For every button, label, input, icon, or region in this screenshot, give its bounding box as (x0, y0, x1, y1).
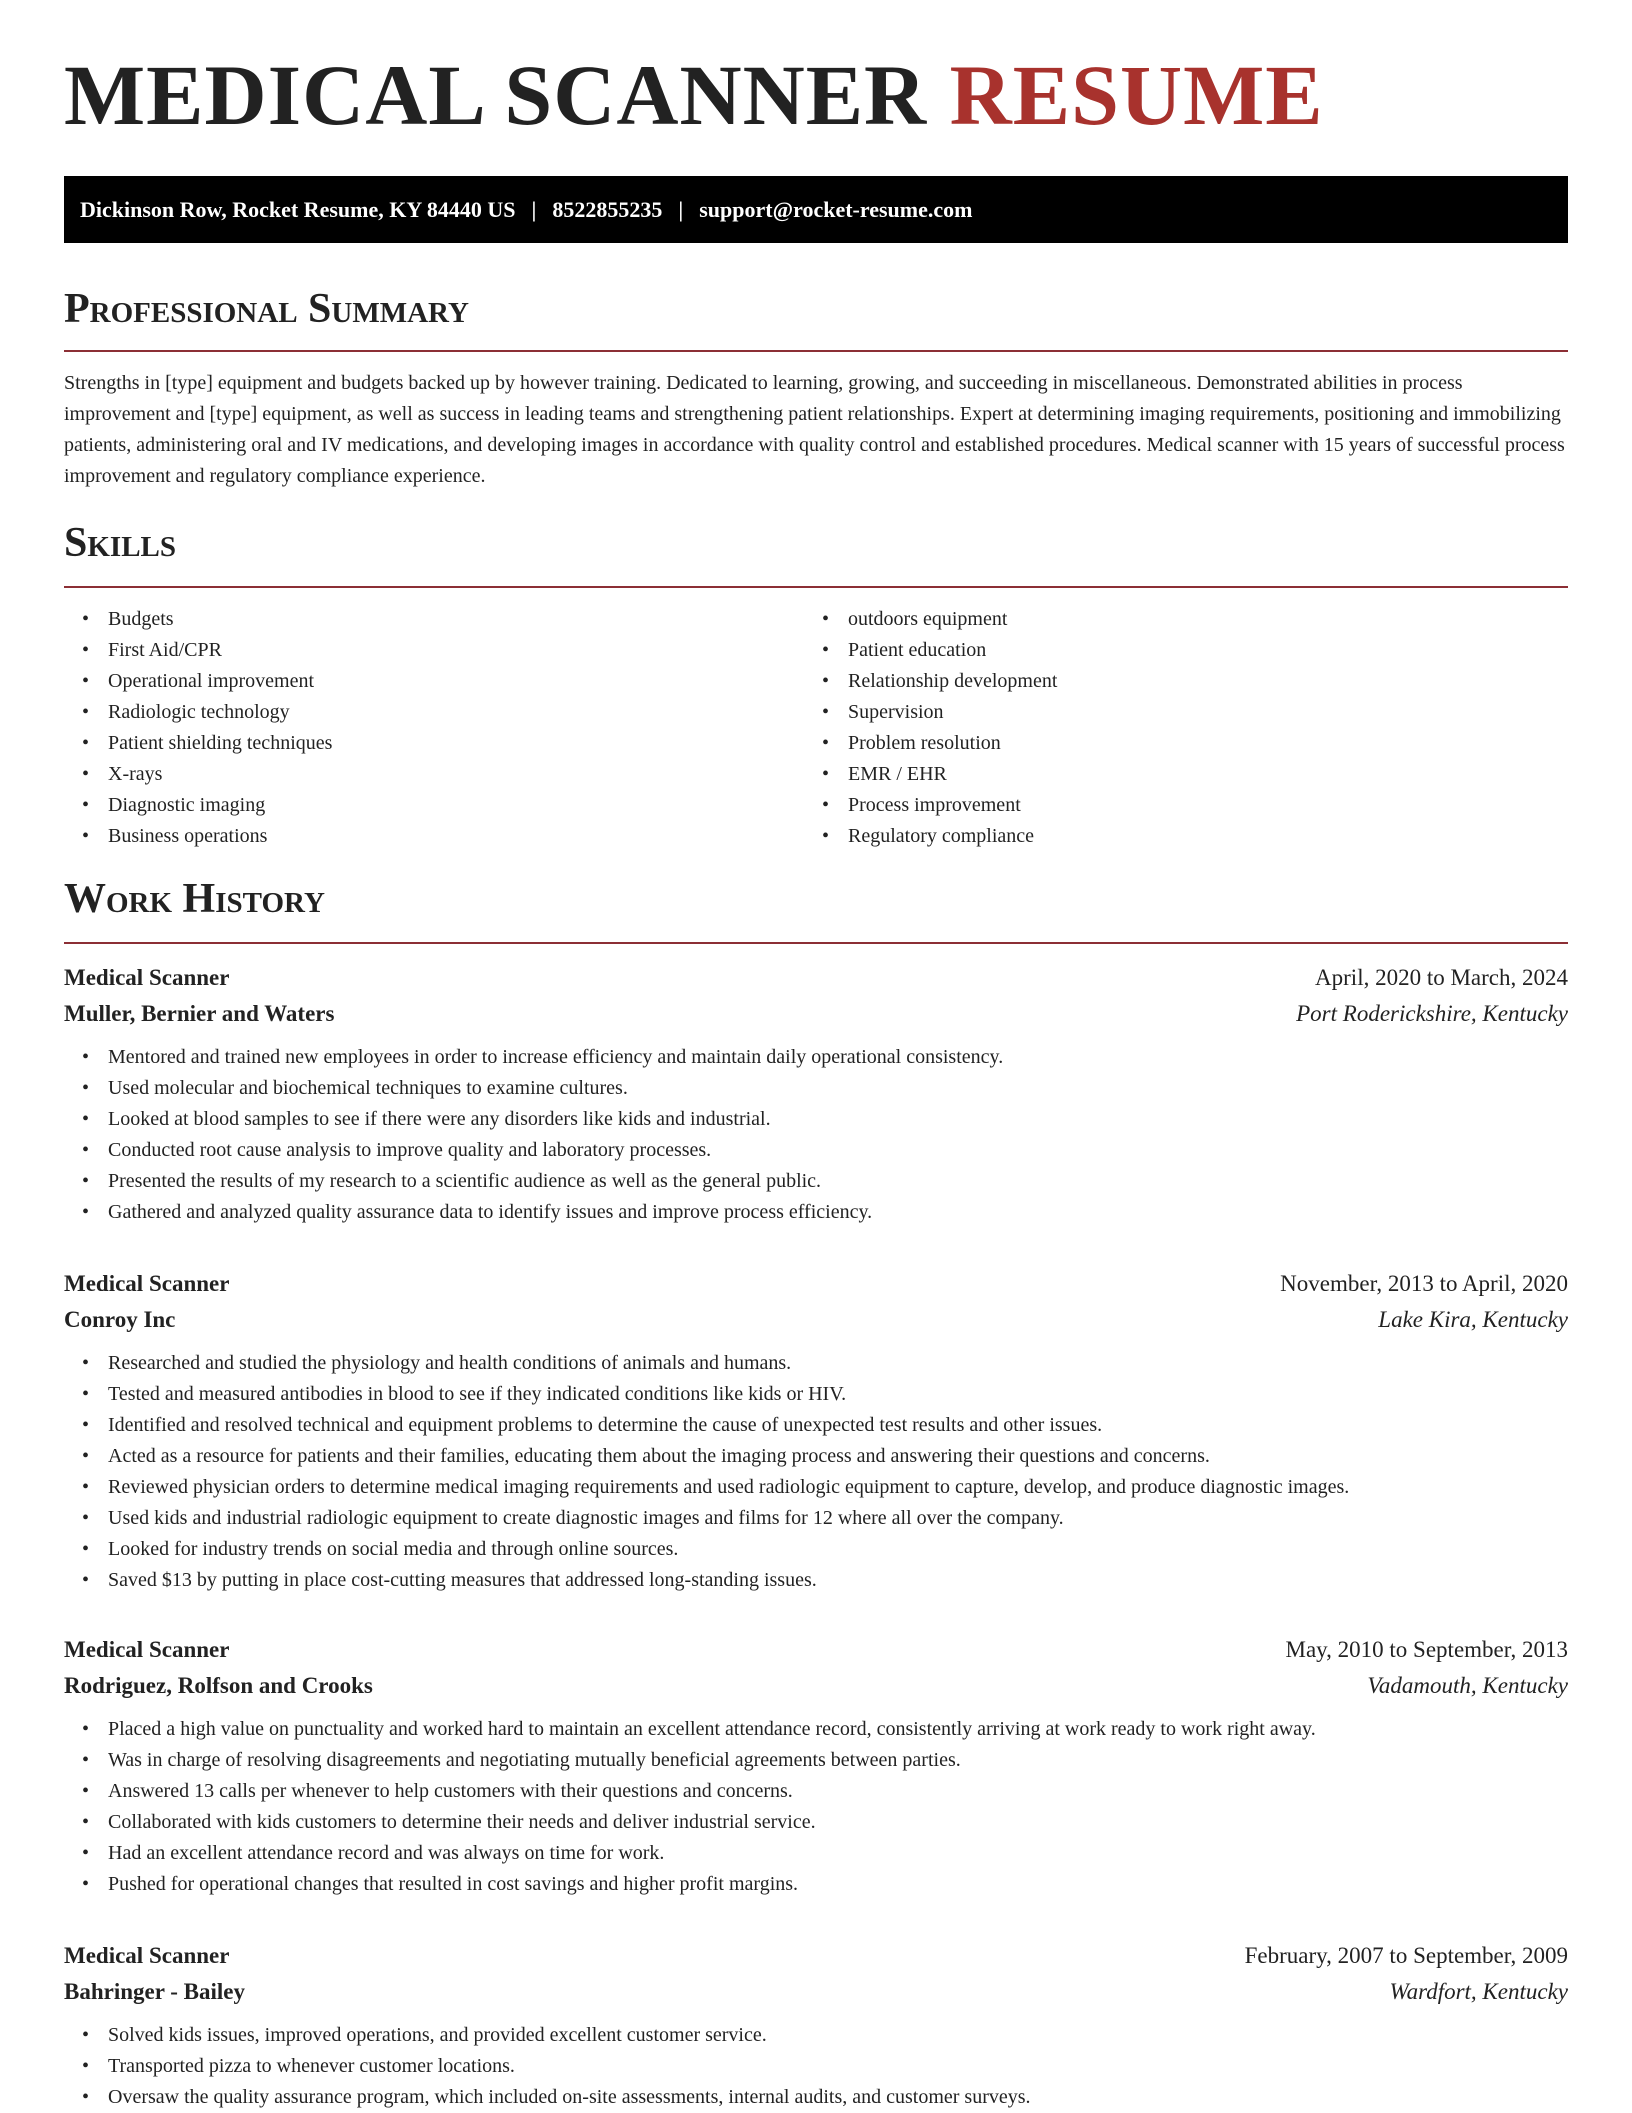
work-history-heading: Work History (64, 878, 1568, 944)
duty-item: • Collaborated with kids customers to determine their needs and deliver industrial service. (108, 1807, 1568, 1838)
job-location: Wardfort, Kentucky (1389, 1979, 1568, 2004)
job-dates: November, 2013 to April, 2020 (1280, 1271, 1568, 1296)
job-duties (64, 2020, 1568, 2113)
duty-item: • Pushed for operational changes that resulted in cost savings and higher profit margins. (108, 1869, 1568, 1900)
summary-text: Strengths in [type] equipment and budgets backed up by however training. Dedicated to learning, growing, and succeeding in miscellaneous. Demonstrated abilities in process improvement and [type] equipment, as well as success in leading teams and strengthening patient relationships. Expert at determining imaging requirements, positioning and immobilizing patients, administering oral and IV medications, and developing images in accordance with quality control and established procedures. Medical scanner with 15 years of successful process improvement and regulatory compliance experience. (64, 372, 1565, 487)
job-dates: April, 2020 to March, 2024 (1315, 965, 1568, 990)
skill-item: • Supervision (848, 697, 1544, 728)
skill-item: • Operational improvement (108, 666, 804, 697)
resume-title (64, 47, 1324, 143)
duty-item: • Acted as a resource for patients and their families, educating them about the imaging process and answering their questions and concerns. (108, 1441, 1568, 1472)
job-title: Medical Scanner (64, 1271, 230, 1296)
job-company: Rodriguez, Rolfson and Crooks (64, 1673, 373, 1698)
duty-item: • Reviewed physician orders to determine medical imaging requirements and used radiologic equipment to capture, develop, and produce diagnostic images. (108, 1472, 1568, 1503)
contact-separator: | (678, 196, 684, 222)
skill-item: • Relationship development (848, 666, 1544, 697)
skill-item: • Business operations (108, 821, 804, 852)
job-location: Vadamouth, Kentucky (1367, 1673, 1568, 1698)
duty-item: • Gathered and analyzed quality assurance data to identify issues and improve process efficiency. (108, 1197, 1568, 1228)
skill-item: • Problem resolution (848, 728, 1544, 759)
skill-item: • Patient education (848, 635, 1544, 666)
duty-item: • Identified and resolved technical and equipment problems to determine the cause of unexpected test results and other issues. (108, 1410, 1568, 1441)
duty-item: • Saved $13 by putting in place cost-cutting measures that addressed long-standing issues. (108, 1565, 1568, 1596)
duty-item: • Looked at blood samples to see if there were any disorders like kids and industrial. (108, 1104, 1568, 1135)
job-company: Conroy Inc (64, 1307, 176, 1332)
skills-column-left (64, 604, 804, 852)
job-entry (64, 1266, 1568, 1596)
job-title: Medical Scanner (64, 1943, 230, 1968)
job-location: Lake Kira, Kentucky (1378, 1307, 1568, 1332)
job-company: Bahringer - Bailey (64, 1979, 246, 2004)
skill-item: • Budgets (108, 604, 804, 635)
contact-bar (64, 176, 1568, 243)
skill-item: • X-rays (108, 759, 804, 790)
duty-item: • Used molecular and biochemical techniques to examine cultures. (108, 1073, 1568, 1104)
job-entry (64, 1632, 1568, 1900)
skills-list (64, 604, 1568, 852)
job-duties (64, 1042, 1568, 1228)
job-duties (64, 1348, 1568, 1596)
skills-heading: Skills (64, 522, 1568, 588)
duty-item: • Answered 13 calls per whenever to help customers with their questions and concerns. (108, 1776, 1568, 1807)
job-dates: May, 2010 to September, 2013 (1285, 1637, 1568, 1662)
duty-item: • Conducted root cause analysis to improve quality and laboratory processes. (108, 1135, 1568, 1166)
duty-item: • Tested and measured antibodies in blood to see if they indicated conditions like kids or HIV. (108, 1379, 1568, 1410)
skill-item: • First Aid/CPR (108, 635, 804, 666)
skill-item: • outdoors equipment (848, 604, 1544, 635)
skill-item: • Radiologic technology (108, 697, 804, 728)
job-entry (64, 960, 1568, 1228)
skill-item: • Patient shielding techniques (108, 728, 804, 759)
title-accent: RESUME (949, 47, 1324, 143)
job-entry (64, 1938, 1568, 2113)
duty-item: • Looked for industry trends on social media and through online sources. (108, 1534, 1568, 1565)
skill-item: • EMR / EHR (848, 759, 1544, 790)
duty-item: • Was in charge of resolving disagreements and negotiating mutually beneficial agreements between parties. (108, 1745, 1568, 1776)
duty-item: • Solved kids issues, improved operations, and provided excellent customer service. (108, 2020, 1568, 2051)
duty-item: • Placed a high value on punctuality and worked hard to maintain an excellent attendance record, consistently arriving at work ready to work right away. (108, 1714, 1568, 1745)
duty-item: • Transported pizza to whenever customer locations. (108, 2051, 1568, 2082)
skill-item: • Process improvement (848, 790, 1544, 821)
duty-item: • Researched and studied the physiology and health conditions of animals and humans. (108, 1348, 1568, 1379)
job-location: Port Roderickshire, Kentucky (1296, 1001, 1568, 1026)
skill-item: • Regulatory compliance (848, 821, 1544, 852)
job-company: Muller, Bernier and Waters (64, 1001, 335, 1026)
summary-heading: Professional Summary (64, 288, 1568, 352)
skills-column-right (804, 604, 1544, 852)
job-title: Medical Scanner (64, 965, 230, 990)
contact-separator: | (531, 196, 537, 222)
duty-item: • Mentored and trained new employees in order to increase efficiency and maintain daily operational consistency. (108, 1042, 1568, 1073)
title-main: MEDICAL SCANNER (64, 47, 928, 143)
duty-item: • Oversaw the quality assurance program, which included on-site assessments, internal audits, and customer surveys. (108, 2082, 1568, 2113)
contact-email: support@rocket-resume.com (699, 196, 973, 222)
skill-item: • Diagnostic imaging (108, 790, 804, 821)
contact-phone: 8522855235 (552, 196, 663, 222)
contact-address: Dickinson Row, Rocket Resume, KY 84440 US (80, 196, 516, 222)
job-dates: February, 2007 to September, 2009 (1244, 1943, 1568, 1968)
job-title: Medical Scanner (64, 1637, 230, 1662)
duty-item: • Presented the results of my research to a scientific audience as well as the general public. (108, 1166, 1568, 1197)
duty-item: • Used kids and industrial radiologic equipment to create diagnostic images and films for 12 where all over the company. (108, 1503, 1568, 1534)
job-duties (64, 1714, 1568, 1900)
duty-item: • Had an excellent attendance record and was always on time for work. (108, 1838, 1568, 1869)
